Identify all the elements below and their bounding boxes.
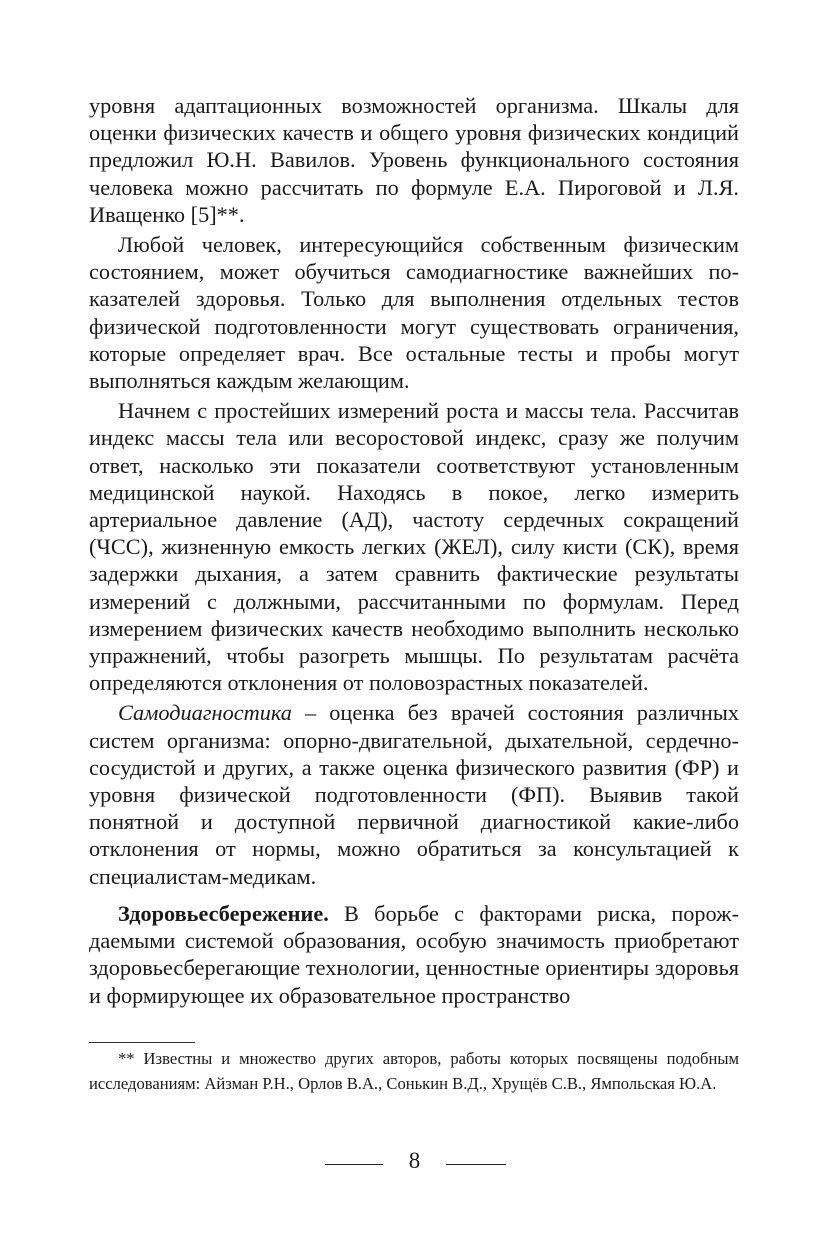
paragraph-self-diagnosis-definition bbox=[89, 699, 739, 889]
footnote-separator bbox=[89, 1042, 195, 1043]
paragraph-continuation bbox=[89, 92, 739, 228]
paragraph-text: Начнем с простейших измерений роста и массы тела. Рассчитав индекс массы тела или весоростовой индекс, сразу же получим ответ, насколько эти показатели соответствуют установленным медицинской наукой. Находясь в покое, легко измерить артериальное давление (АД), частоту сердечных сокращений (ЧСС), жизненную емкость легких (ЖЕЛ), силу кисти (СК), время задержки дыхания, а затем сравнить фактические результаты измерений с должными, рассчитанными по формулам. Перед измерением физических качеств необходимо выполнить несколько упражнений, чтобы разогреть мышцы. По результатам расчёта определяются отклонения от половозрастных показателей. bbox=[89, 398, 739, 696]
body-text bbox=[89, 92, 739, 1009]
footnote: ** Известны и множество других авторов, работы которых посвящены подобным исследованиям: Айзман Р.Н., Орлов В.А., Сонькин В.Д., Хрущёв С.В., Ямпольская Ю.А. bbox=[89, 1049, 739, 1093]
paragraph-text: Любой человек, интересующийся собственным физическим состоянием, может обучиться самодиагностике важнейших показателей здоровья. Только для выполнения отдельных тестов физической подготовленности могут существовать ограничения, которые определяет врач. Все остальные тесты и пробы могут выполняться каждым желающим. bbox=[89, 232, 739, 394]
paragraph-text: – оценка без врачей состояния различных систем организма: опорно-двигательной, дыхательной, сердечно-сосудистой и других, а также оценка физического развития (ФР) и уровня физической подготовленности (ФП). Выявив такой понятной и доступной первичной диагностикой какие-либо отклонения от нормы, можно обратиться за консультацией к специалистам-медикам. bbox=[89, 700, 739, 889]
paragraph-text: уровня адаптационных возможностей организма. Шкалы для оценки физических качеств и общего уровня физических кондиций предложил Ю.Н. Вавилов. Уровень функционального состояния человека можно рассчитать по формуле Е.А. Пироговой и Л.Я. Иващенко [5]**. bbox=[89, 93, 739, 227]
run-in-heading: Здоровьесбережение. bbox=[118, 900, 329, 926]
paragraph-self-diagnosis-intro bbox=[89, 231, 739, 394]
paragraph-health-saving bbox=[89, 900, 739, 1009]
page-number: 8 bbox=[408, 1148, 421, 1173]
italic-term: Самодиагностика bbox=[118, 700, 292, 726]
page-number-dash-right bbox=[446, 1164, 506, 1165]
paragraph-text: В борьбе с факторами риска, порождаемыми системой образования, особую значимость приобретают здоровьесберегающие технологии, ценностные ориентиры здоровья и формирующее их образовательное пространство bbox=[89, 900, 739, 1008]
page-footer bbox=[0, 1146, 827, 1176]
page-number-dash-left bbox=[325, 1164, 383, 1165]
paragraph-measurements bbox=[89, 397, 739, 696]
